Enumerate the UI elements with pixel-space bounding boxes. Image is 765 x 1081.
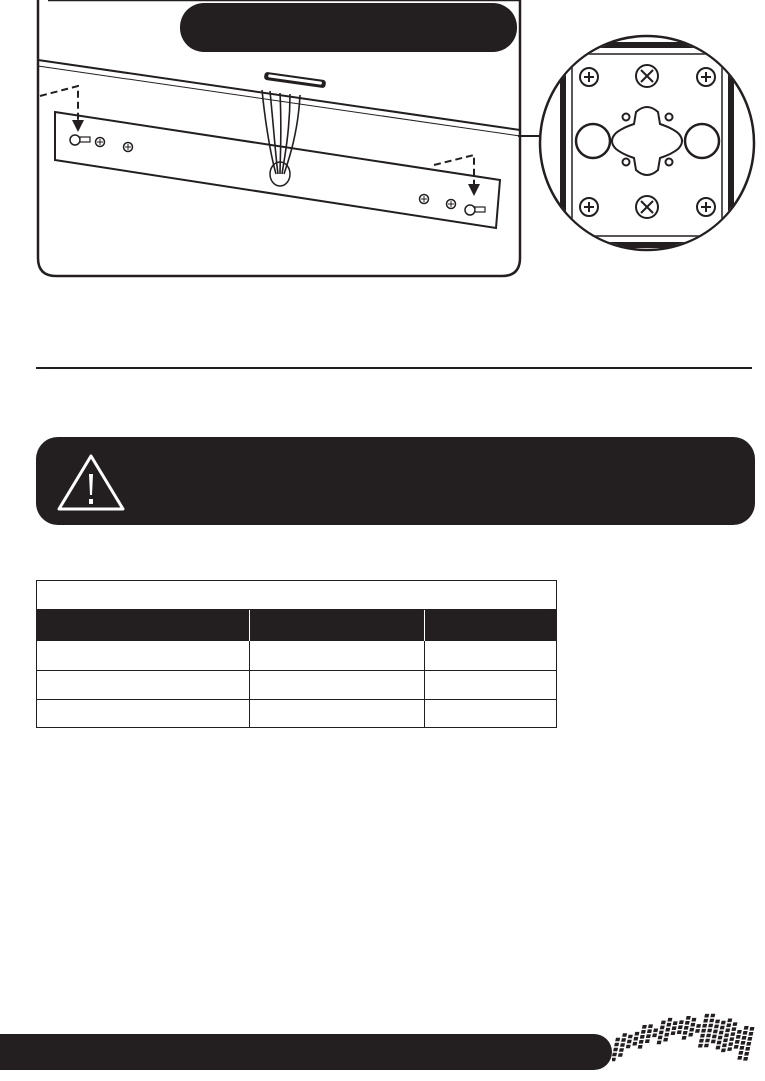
logo-tile xyxy=(727,1018,732,1022)
table-cell xyxy=(37,700,249,728)
logo-tile xyxy=(700,1034,705,1038)
spec-table-title xyxy=(37,581,556,610)
logo-tile xyxy=(627,1040,632,1044)
logo-tile xyxy=(665,1028,670,1032)
logo-tile xyxy=(619,1048,624,1052)
logo-tile xyxy=(720,1026,725,1030)
table-cell xyxy=(249,641,424,670)
logo-tile xyxy=(666,1023,671,1027)
logo-tile xyxy=(642,1025,647,1029)
logo-tile xyxy=(633,1037,638,1041)
logo-tile xyxy=(683,1031,688,1035)
table-row xyxy=(37,699,556,728)
logo-tile xyxy=(738,1051,743,1055)
logo-tile xyxy=(640,1035,645,1039)
logo-tile xyxy=(743,1057,748,1061)
logo-tile xyxy=(715,1020,720,1024)
tv-back-bracket-icon xyxy=(38,0,520,276)
table-row xyxy=(37,641,556,670)
logo-tile xyxy=(682,1036,687,1040)
logo-tile xyxy=(737,1030,742,1034)
table-cell xyxy=(249,700,424,728)
logo-tile xyxy=(660,1026,665,1030)
logo-tile xyxy=(696,1024,701,1028)
logo-tile xyxy=(721,1021,726,1025)
logo-tile xyxy=(742,1036,747,1040)
logo-tile xyxy=(626,1045,631,1049)
logo-tile xyxy=(710,1014,715,1018)
logo-tile xyxy=(686,1016,691,1020)
logo-tile xyxy=(741,1041,746,1045)
logo-tile xyxy=(712,1035,717,1039)
logo-tile xyxy=(691,1018,696,1022)
logo-tile xyxy=(745,1047,750,1051)
logo-tile xyxy=(673,1021,678,1025)
logo-tile xyxy=(735,1040,740,1044)
logo-tile xyxy=(704,1014,709,1018)
logo-tile xyxy=(699,1039,704,1043)
logo-tile xyxy=(647,1029,652,1033)
installation-illustration xyxy=(0,0,765,290)
logo-tile xyxy=(719,1031,724,1035)
logo-tile xyxy=(690,1023,695,1027)
logo-tile xyxy=(695,1029,700,1033)
spec-header-cell xyxy=(424,610,556,641)
logo-tile xyxy=(621,1038,626,1042)
spec-table-header xyxy=(37,610,556,641)
logo-tile xyxy=(723,1038,728,1042)
logo-tile xyxy=(704,1044,709,1048)
logo-tile xyxy=(612,1058,616,1062)
section-divider xyxy=(36,367,752,369)
table-cell xyxy=(424,641,556,670)
logo-tile xyxy=(653,1028,658,1032)
logo-tile xyxy=(638,1045,643,1049)
logo-tile xyxy=(724,1033,729,1037)
table-row xyxy=(37,670,556,699)
logo-tile xyxy=(721,1048,726,1052)
logo-tile xyxy=(746,1042,751,1046)
logo-tile xyxy=(685,1021,690,1025)
logo-tile xyxy=(743,1031,748,1035)
logo-tile xyxy=(726,1023,731,1027)
logo-tile xyxy=(658,1036,663,1040)
logo-tile xyxy=(664,1033,669,1037)
logo-tile xyxy=(641,1030,646,1034)
logo-tile xyxy=(730,1032,735,1036)
logo-tile xyxy=(622,1033,627,1037)
logo-tile xyxy=(613,1048,618,1052)
table-cell xyxy=(37,641,249,670)
logo-tile xyxy=(705,1039,710,1043)
spec-table-body xyxy=(37,641,556,728)
logo-tile xyxy=(678,1025,683,1029)
logo-tile xyxy=(749,1027,754,1031)
logo-tile xyxy=(732,1022,737,1026)
logo-tile xyxy=(667,1018,672,1022)
table-cell xyxy=(37,671,249,699)
logo-tile xyxy=(718,1036,723,1040)
logo-tile xyxy=(648,1024,653,1028)
table-cell xyxy=(424,671,556,699)
logo-tile xyxy=(736,1035,741,1039)
logo-tile xyxy=(677,1030,682,1034)
warning-banner xyxy=(36,437,755,525)
vesa-mount-plate-icon xyxy=(540,36,754,250)
footer-bar xyxy=(0,1034,612,1070)
logo-tile xyxy=(725,1028,730,1032)
logo-tile xyxy=(708,1024,713,1028)
logo-tile xyxy=(689,1028,694,1032)
logo-tile xyxy=(706,1034,711,1038)
spec-header-cell xyxy=(249,610,424,641)
logo-tile xyxy=(703,1019,708,1023)
logo-tile xyxy=(615,1038,620,1042)
callout-pill xyxy=(180,3,517,52)
logo-tile xyxy=(663,1038,668,1042)
spec-header-cell xyxy=(37,610,249,641)
logo-tile xyxy=(702,1024,707,1028)
logo-tile xyxy=(652,1033,657,1037)
logo-tile xyxy=(632,1042,637,1046)
logo-tile xyxy=(717,1041,722,1045)
table-cell xyxy=(424,700,556,728)
logo-tile xyxy=(728,1042,733,1046)
logo-tile xyxy=(744,1052,749,1056)
spec-table xyxy=(36,580,557,728)
logo-tile xyxy=(672,1026,677,1030)
logo-tile xyxy=(646,1034,651,1038)
logo-tile xyxy=(659,1031,664,1035)
logo-tile xyxy=(701,1029,706,1033)
logo-tile xyxy=(645,1039,650,1043)
logo-tile xyxy=(737,1056,742,1060)
logo-tile xyxy=(688,1033,693,1037)
logo-tile xyxy=(679,1020,684,1024)
logo-tile xyxy=(618,1053,623,1057)
logo-tile xyxy=(747,1037,752,1041)
logo-tile xyxy=(734,1045,739,1049)
table-cell xyxy=(249,671,424,699)
logo-tile xyxy=(729,1037,734,1041)
sound-wave-logo-icon xyxy=(612,1000,765,1081)
logo-tile xyxy=(698,1044,703,1048)
logo-tile xyxy=(716,1046,721,1050)
logo-tile xyxy=(713,1030,718,1034)
logo-tile xyxy=(714,1025,719,1029)
logo-tile xyxy=(731,1027,736,1031)
logo-tile xyxy=(709,1019,714,1023)
logo-tile xyxy=(684,1026,689,1030)
logo-tile xyxy=(744,1026,749,1030)
logo-tile xyxy=(671,1031,676,1035)
warning-triangle-icon xyxy=(56,452,126,512)
logo-tile xyxy=(661,1021,666,1025)
logo-tile xyxy=(634,1032,639,1036)
logo-tile xyxy=(628,1035,633,1039)
logo-tile xyxy=(614,1043,619,1047)
logo-tile xyxy=(657,1041,662,1045)
logo-tile xyxy=(727,1047,732,1051)
logo-tile xyxy=(722,1043,727,1047)
logo-tile xyxy=(748,1032,753,1036)
logo-tile xyxy=(620,1043,625,1047)
logo-tile xyxy=(711,1040,716,1044)
logo-tile xyxy=(639,1040,644,1044)
logo-tile xyxy=(612,1053,617,1057)
logo-tile xyxy=(739,1046,744,1050)
logo-tile xyxy=(707,1029,712,1033)
